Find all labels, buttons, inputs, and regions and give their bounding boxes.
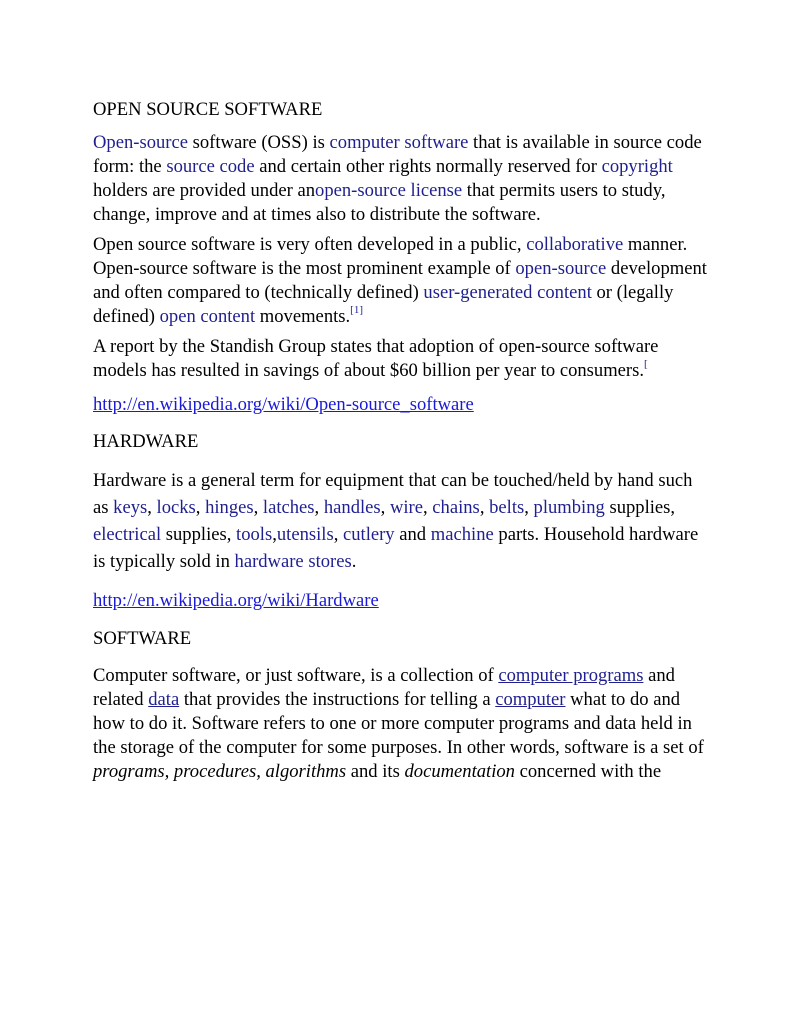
text: and bbox=[394, 524, 431, 545]
text: that provides the instructions for telling a bbox=[179, 689, 496, 710]
link-belts[interactable]: belts bbox=[489, 497, 525, 518]
text: development and often compared to (technically defined) bbox=[93, 258, 707, 303]
link-wire[interactable]: wire bbox=[389, 497, 423, 518]
url-hardware[interactable]: http://en.wikipedia.org/wiki/Hardware bbox=[93, 590, 379, 611]
link-open-source[interactable]: Open-source bbox=[93, 132, 188, 153]
link-data[interactable]: data bbox=[148, 689, 180, 710]
oss-url-paragraph bbox=[93, 393, 708, 417]
link-computer-software[interactable]: computer software bbox=[329, 132, 469, 153]
text: that permits users to study, change, improve and at times also to distribute the software. bbox=[93, 180, 666, 225]
section-heading-hardware: HARDWARE bbox=[93, 431, 199, 452]
text: Computer software, or just software, is a collection of bbox=[93, 665, 499, 686]
link-locks[interactable]: locks bbox=[156, 497, 196, 518]
text: supplies, bbox=[604, 497, 676, 518]
software-paragraph bbox=[93, 664, 708, 784]
text: , bbox=[253, 497, 263, 518]
text: , bbox=[314, 497, 324, 518]
link-utensils[interactable]: utensils bbox=[276, 524, 334, 545]
document-page bbox=[93, 98, 708, 784]
oss-paragraph-2 bbox=[93, 233, 708, 329]
link-open-source-license[interactable]: open-source license bbox=[315, 180, 463, 201]
text: that is available in source code form: the bbox=[93, 132, 702, 177]
text: what to do and how to do it. Software refers to one or more computer programs and data held in the storage of the computer for some purposes. In other words, software is a set of bbox=[93, 689, 704, 758]
link-handles[interactable]: handles bbox=[323, 497, 381, 518]
text: . bbox=[351, 551, 357, 572]
section-heading-open-source-software: OPEN SOURCE SOFTWARE bbox=[93, 99, 323, 120]
oss-paragraph-3 bbox=[93, 335, 708, 383]
link-machine[interactable]: machine bbox=[430, 524, 494, 545]
text: concerned with the bbox=[514, 761, 662, 782]
link-electrical[interactable]: electrical bbox=[93, 524, 162, 545]
section-heading-software: SOFTWARE bbox=[93, 628, 192, 649]
text: holders are provided under an bbox=[93, 180, 316, 201]
text: movements. bbox=[255, 306, 351, 327]
link-hinges[interactable]: hinges bbox=[205, 497, 254, 518]
text: A report by the Standish Group states that adoption of open-source software models has resulted in savings of about $60 billion per year to consumers. bbox=[93, 336, 659, 381]
italic-programs-procedures-algorithms: programs, procedures, algorithms bbox=[93, 761, 347, 782]
link-open-source-development[interactable]: open-source bbox=[515, 258, 607, 279]
reference-1[interactable]: [1] bbox=[350, 304, 363, 316]
link-latches[interactable]: latches bbox=[262, 497, 315, 518]
text: , bbox=[380, 497, 390, 518]
text: supplies, bbox=[161, 524, 237, 545]
reference-open-bracket[interactable]: [ bbox=[644, 358, 648, 370]
text: , bbox=[195, 497, 206, 518]
text: , bbox=[423, 497, 433, 518]
link-open-content[interactable]: open content bbox=[159, 306, 256, 327]
link-plumbing[interactable]: plumbing bbox=[533, 497, 605, 518]
link-computer-programs[interactable]: computer programs bbox=[498, 665, 644, 686]
link-chains[interactable]: chains bbox=[432, 497, 480, 518]
text: , bbox=[479, 497, 490, 518]
text: , bbox=[333, 524, 343, 545]
oss-paragraph-1 bbox=[93, 131, 708, 227]
link-computer[interactable]: computer bbox=[495, 689, 566, 710]
italic-documentation: documentation bbox=[404, 761, 515, 782]
text: manner. Open-source software is the most prominent example of bbox=[93, 234, 688, 279]
link-tools[interactable]: tools bbox=[236, 524, 273, 545]
text: and related bbox=[93, 665, 675, 710]
link-source-code[interactable]: source code bbox=[166, 156, 255, 177]
text: parts. Household hardware is typically sold in bbox=[93, 524, 699, 572]
link-cutlery[interactable]: cutlery bbox=[342, 524, 395, 545]
text: or (legally defined) bbox=[93, 282, 674, 327]
link-collaborative[interactable]: collaborative bbox=[526, 234, 624, 255]
text: , bbox=[147, 497, 157, 518]
text: Hardware is a general term for equipment that can be touched/held by hand such as bbox=[93, 470, 693, 518]
text: Open source software is very often developed in a public, bbox=[93, 234, 527, 255]
text: and certain other rights normally reserved for bbox=[254, 156, 602, 177]
link-hardware-stores[interactable]: hardware stores bbox=[234, 551, 352, 572]
hardware-url-paragraph bbox=[93, 589, 708, 613]
text: software (OSS) is bbox=[188, 132, 330, 153]
text: , bbox=[524, 497, 534, 518]
link-user-generated-content[interactable]: user-generated content bbox=[423, 282, 592, 303]
link-keys[interactable]: keys bbox=[113, 497, 148, 518]
hardware-paragraph bbox=[93, 467, 708, 575]
link-copyright[interactable]: copyright bbox=[601, 156, 673, 177]
text: and its bbox=[346, 761, 405, 782]
url-open-source-software[interactable]: http://en.wikipedia.org/wiki/Open-source_software bbox=[93, 394, 474, 415]
text: , bbox=[272, 524, 277, 545]
